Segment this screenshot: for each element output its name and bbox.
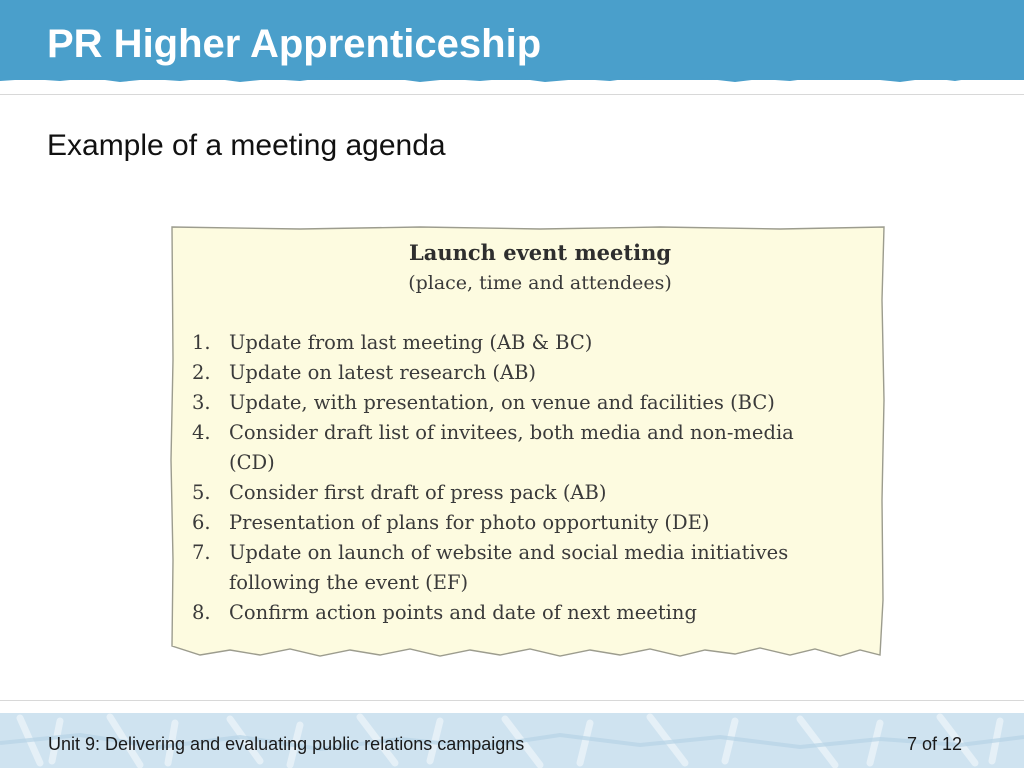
footer-unit-text: Unit 9: Delivering and evaluating public relations campaigns <box>48 734 525 754</box>
agenda-item <box>190 418 870 478</box>
agenda-item-number: 4. <box>192 421 211 444</box>
agenda-item-text: Consider draft list of invitees, both media and non-media <box>229 421 794 444</box>
agenda-item-number: 2. <box>192 361 211 384</box>
agenda-card-title: Launch event meeting <box>408 240 672 265</box>
agenda-item <box>190 328 870 358</box>
agenda-item-number: 1. <box>192 331 211 354</box>
agenda-item <box>190 538 870 598</box>
agenda-card-subtitle: (place, time and attendees) <box>408 272 672 294</box>
agenda-item-text: Confirm action points and date of next meeting <box>229 601 697 624</box>
agenda-item-text: Presentation of plans for photo opportunity (DE) <box>229 511 710 534</box>
agenda-list <box>190 328 870 628</box>
agenda-item-text-continued: (CD) <box>229 451 275 474</box>
slide-title: PR Higher Apprenticeship <box>47 22 542 66</box>
agenda-item <box>190 358 870 388</box>
agenda-item-number: 6. <box>192 511 211 534</box>
agenda-item-text: Update on launch of website and social media initiatives <box>229 541 789 564</box>
agenda-item <box>190 478 870 508</box>
agenda-item-text: Update, with presentation, on venue and facilities (BC) <box>229 391 775 414</box>
page-indicator: 7 of 12 <box>906 734 962 754</box>
agenda-item-text: Consider first draft of press pack (AB) <box>229 481 607 504</box>
agenda-card <box>190 238 870 628</box>
agenda-item <box>190 508 870 538</box>
agenda-item <box>190 388 870 418</box>
agenda-item-number: 8. <box>192 601 211 624</box>
agenda-item-number: 3. <box>192 391 211 414</box>
footer-bar <box>0 713 1024 768</box>
footer-divider <box>0 700 1024 701</box>
agenda-item-text: Update on latest research (AB) <box>229 361 537 384</box>
agenda-item <box>190 598 870 628</box>
agenda-item-number: 7. <box>192 541 211 564</box>
slide-subtitle: Example of a meeting agenda <box>47 129 446 162</box>
agenda-item-number: 5. <box>192 481 211 504</box>
agenda-item-text: Update from last meeting (AB & BC) <box>229 331 593 354</box>
agenda-item-text-continued: following the event (EF) <box>229 571 469 594</box>
